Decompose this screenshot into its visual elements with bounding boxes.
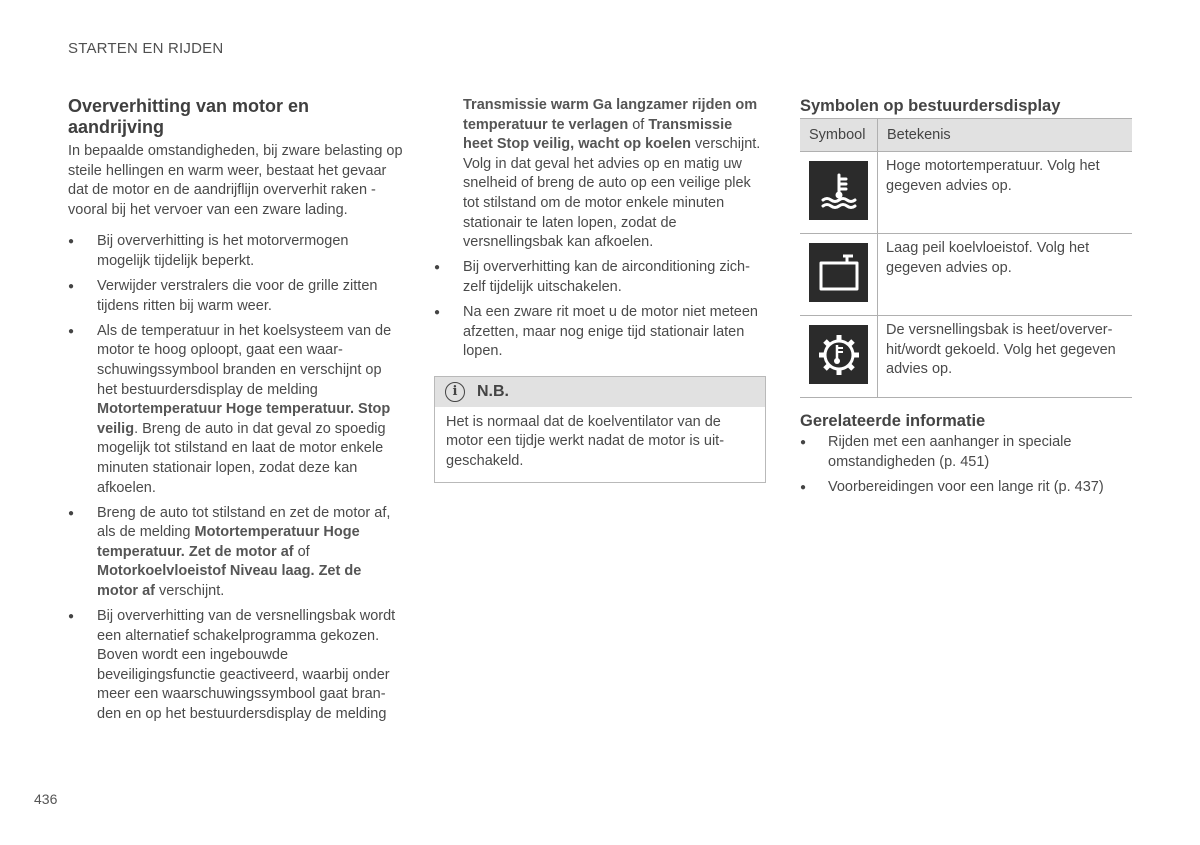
related-list [800, 433, 1132, 497]
related-link[interactable]: ● Voorbereidingen voor een lange rit (p. 437) [800, 478, 1132, 498]
display-message: Transmissie heet Stop veilig, wacht op koelen [463, 116, 733, 153]
note-text: Het is normaal dat de koelventilator van de motor een tijdje werkt nadat de motor is uitgeschakeld. [446, 413, 725, 469]
symbols-table [800, 118, 1132, 398]
coolant-level-icon [809, 243, 868, 302]
column-right [800, 96, 1132, 503]
related-title: Gerelateerde informatie [800, 412, 986, 430]
meaning-column-header: Betekenis [878, 119, 1133, 152]
bullet-list [434, 258, 766, 361]
symbol-meaning: Hoge motortemperatuur. Volg het gegeven advies op. [878, 152, 1133, 234]
note-header [435, 377, 765, 407]
table-header-row [800, 119, 1132, 152]
table-row [800, 152, 1132, 234]
table-row [800, 234, 1132, 316]
list-item: ● Bij oververhitting kan de airconditioning zichzelf tijdelijk uitschakelen. [434, 258, 766, 297]
continued-paragraph: Transmissie warm Ga langzamer rijden om temperatuur te verlagen of Transmissie heet Stop veilig, wacht op koelen verschijnt. Volg in dat geval het advies op en matig uw snelheid of breng de auto op een veilige plek tot stilstand om de motor enkele minuten stationair te laten lopen, zodat de versnellingsbak kan afkoelen. [463, 97, 761, 251]
display-message: Transmissie warm Ga langzamer rijden om temperatuur te verlagen [463, 97, 758, 133]
page-number: 436 [34, 791, 58, 807]
list-item: ● Breng de auto tot stilstand en zet de motor af, als de melding Motortemperatuur Hoge temperatuur. Zet de motor af of Motorkoelvloeistof Niveau laag. Zet de motor af verschijnt. [68, 504, 403, 602]
info-icon: i [445, 382, 465, 402]
engine-temperature-icon [809, 161, 868, 220]
running-header: STARTEN EN RIJDEN [68, 40, 224, 57]
symbol-meaning: Laag peil koelvloeistof. Volg het gegeven advies op. [878, 234, 1133, 316]
column-middle [434, 96, 766, 483]
display-message: Motortemperatuur Hoge temperatuur. Zet de motor af [97, 524, 360, 560]
note-title: N.B. [477, 382, 509, 400]
symbol-column-header: Symbool [800, 119, 878, 152]
table-row [800, 316, 1132, 398]
list-item: ● Bij oververhitting is het motorvermogen mogelijk tijdelijk beperkt. [68, 232, 403, 271]
bullet-list [68, 232, 403, 724]
list-item: ● Bij oververhitting van de versnellingsbak wordt een alternatief schakelprogramma gekozen. Boven wordt een ingebouwde beveiligingsfunctie geactiveerd, waarbij onder meer een waarschuwingssymbool gaat branden en op het bestuurdersdisplay de melding [68, 607, 403, 725]
list-item: ● Na een zware rit moet u de motor niet meteen afzetten, maar nog enige tijd stationair laten lopen. [434, 303, 766, 362]
section-title: Oververhitting van motor en aandrijving [68, 96, 310, 137]
list-item: ● Als de temperatuur in het koelsysteem van de motor te hoog oploopt, gaat een waarschuwingssymbool branden en verschijnt op het bestuurdersdisplay de melding Motortemperatuur Hoge temperatuur. Stop veilig. Breng de auto in dat geval zo spoedig mogelijk tot stilstand en laat de motor enkele minuten stationair lopen, zodat deze kan afkoelen. [68, 322, 403, 498]
display-message: Motortemperatuur Hoge temperatuur. Stop veilig [97, 401, 391, 437]
transmission-temperature-icon [809, 325, 868, 384]
intro-paragraph: In bepaalde omstandigheden, bij zware belasting op steile hellingen en warm weer, bestaat het gevaar dat de motor en de aandrijflijn oververhit raken - vooral bij het vervoer van een zware lading. [68, 143, 403, 218]
symbols-title: Symbolen op bestuurdersdisplay [800, 97, 1061, 115]
display-message: Motorkoelvloeistof Niveau laag. Zet de motor af [97, 563, 362, 599]
related-info [800, 411, 1132, 497]
note-box [434, 376, 766, 483]
list-item: ● Verwijder verstralers die voor de grille zitten tijdens ritten bij warm weer. [68, 277, 403, 316]
symbol-meaning: De versnellingsbak is heet/oververhit/wordt gekoeld. Volg het gegeven advies op. [878, 316, 1133, 398]
related-link[interactable]: ● Rijden met een aanhanger in speciale omstandigheden (p. 451) [800, 433, 1132, 472]
column-left [68, 96, 403, 730]
